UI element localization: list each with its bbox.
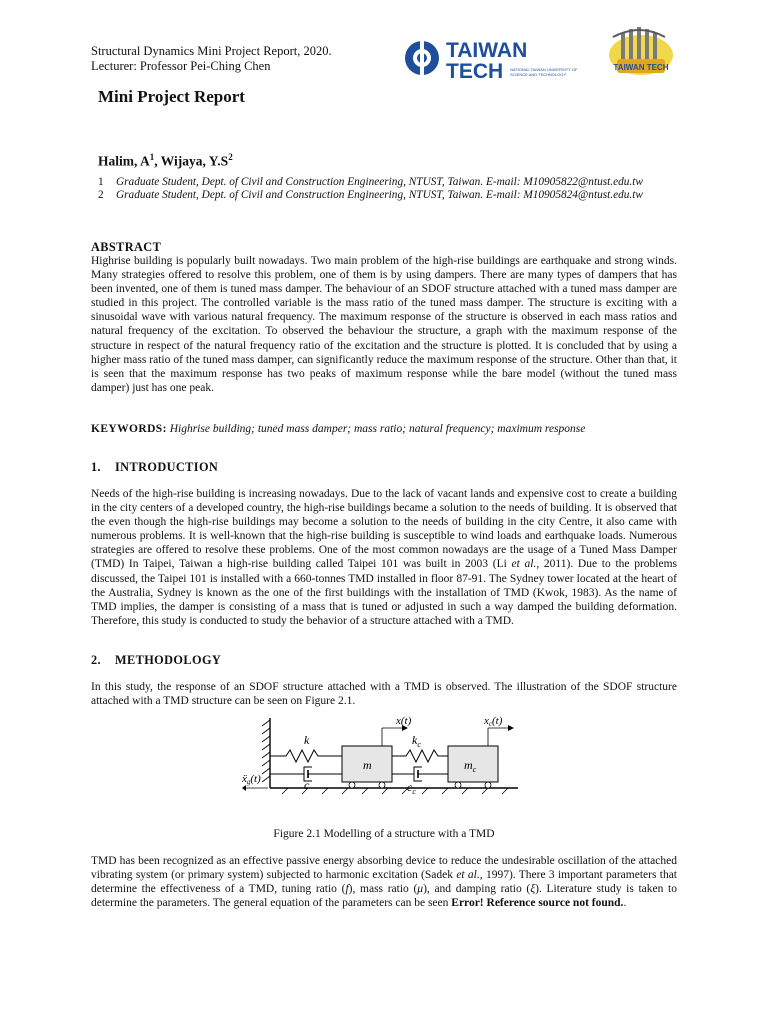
- keywords-text: Highrise building; tuned mass damper; mass ratio; natural frequency; maximum response: [169, 423, 586, 435]
- label-cc: $c_c$: [407, 780, 416, 796]
- label-c: c: [304, 778, 310, 792]
- section-number: 2.: [91, 653, 102, 667]
- logo-word-taiwan: TAIWAN: [446, 39, 528, 62]
- keywords-label: KEYWORDS:: [91, 423, 167, 435]
- section-title: METHODOLOGY: [115, 653, 222, 667]
- tmd-model-figure: [242, 712, 522, 798]
- reference-error: Error! Reference source not found.: [451, 897, 624, 910]
- label-k: k: [304, 733, 310, 747]
- affiliation-1: [98, 176, 643, 189]
- logo-word-tech: TECH: [446, 60, 504, 80]
- author-line: [98, 152, 233, 170]
- author-2: Wijaya, Y.S: [160, 153, 229, 169]
- methodology-heading: [91, 653, 221, 668]
- abstract-heading: ABSTRACT: [91, 240, 162, 254]
- logo-small-line-2: SCIENCE AND TECHNOLOGY: [510, 72, 567, 77]
- seal-text: TAIWAN TECH: [613, 63, 669, 72]
- section-number: 1.: [91, 460, 102, 474]
- affiliation-text: Graduate Student, Dept. of Civil and Construction Engineering, NTUST, Taiwan. E-mail: M10905822@ntust.edu.tw: [116, 176, 643, 188]
- methodology-text: In this study, the response of an SDOF structure attached with a TMD is observed. The illustration of the SDOF structure attached with a TMD structure can be seen on Figure 2.1.: [91, 681, 677, 708]
- author-1-sup: 1: [149, 152, 155, 162]
- lecturer-line: Lecturer: Professor Pei-Ching Chen: [91, 59, 271, 73]
- label-xg: ẍg(t): [242, 773, 261, 786]
- affiliation-number: 2: [98, 189, 104, 201]
- tmd-paragraph: TMD has been recognized as an effective passive energy absorbing device to reduce the undesirable oscillation of the attached vibrating system (or primary system) subjected to harmonic excitation (Sadek et al., 1997). There 3 important parameters that determine the effectiveness of a TMD, tuning ratio (f), mass ratio (μ), and damping ratio (ξ). Literature study is taken to determine the parameters. The general equation of the parameters can be seen Error! Reference source not found..: [91, 855, 677, 910]
- section-title: INTRODUCTION: [115, 460, 219, 474]
- affiliation-2: [98, 189, 643, 202]
- page-title: Mini Project Report: [98, 87, 245, 106]
- taiwan-tech-logo: [404, 36, 600, 80]
- label-kc: $k_c$: [412, 733, 421, 749]
- abstract-text: Highrise building is popularly built nowadays. Two main problem of the high-rise buildings are earthquake and strong winds. Many strategies offered to resolve this problem, one of them is by using dampers. There are many types of dampers that has been invented, one of them is tuned mass damper. The behaviour of an SDOF structure attached with a tuned mass damper are studied in this project. The controlled variable is the mass ratio of the tuned mass damper. The structure is exciting with a sinusoidal wave with various natural frequency. The maximum response of the structure is observed in each mass ratios and natural frequency of the excitation. To observed the behaviour the structure, a graph with the maximum response of the structure in respect of the natural frequency ratio of the excitation and the structure is plotted. It is concluded that by using a higher mass ratio of the tuned mass damper, can significantly reduce the maximum response of the structure. Other than that, it is seen that the maximum response has two peaks of maximum response while the bare model (without the tuned mass damper) just has one peak.: [91, 255, 677, 394]
- taiwan-tech-seal-logo: [603, 23, 675, 79]
- introduction-heading: [91, 460, 218, 475]
- logo-small-line-1: NATIONAL TAIWAN UNIVERSITY OF: [510, 67, 578, 72]
- label-m: m: [363, 758, 372, 772]
- author-1: Halim, A: [98, 153, 150, 169]
- affiliation-number: 1: [98, 176, 104, 188]
- keywords-line: [91, 423, 585, 435]
- author-separator: ,: [154, 153, 161, 169]
- introduction-text: Needs of the high-rise building is increasing nowadays. Due to the lack of vacant lands and expensive cost to create a building in the city centers of a developed country, the high-rise buildings became a solution to the needs of building. It is observed that the even though the high-rise buildings may become a solution to the needs of building in the city Centre, it also came with numerous problems. It is well-known that the high-rise building is susceptible to wind loads and earthquake loads. Numerous strategies are offered to resolve these problems. One of the most common nowadays are the usage of a Tuned Mass Damper (TMD) In Taipei, Taiwan a high-rise building called Taipei 101 was built in 2003 (Li et al., 2011). Due to the problems discussed, the Taipei 101 is installed with a 660-tonnes TMD installed in floor 87-91. The Sydney tower located at the heart of the Australia, Sydney is known as the one of the first buildings with the installation of TMD (Kwok, 1983). As the name of TMD implies, the damper is consisting of a mass that is tuned or adjusted in such a way damped the building deformation. Therefore, this study is conducted to study the behavior of a structure attached with a TMD.: [91, 488, 677, 627]
- label-xc: xc(t): [484, 715, 503, 728]
- report-series-line: Structural Dynamics Mini Project Report, 2020.: [91, 44, 332, 58]
- label-x: x(t): [396, 715, 412, 727]
- author-2-sup: 2: [228, 152, 233, 162]
- label-mc: $m_c$: [464, 758, 477, 774]
- figure-caption: Figure 2.1 Modelling of a structure with a TMD: [273, 828, 495, 840]
- affiliation-text: Graduate Student, Dept. of Civil and Construction Engineering, NTUST, Taiwan. E-mail: M10905824@ntust.edu.tw: [116, 189, 643, 201]
